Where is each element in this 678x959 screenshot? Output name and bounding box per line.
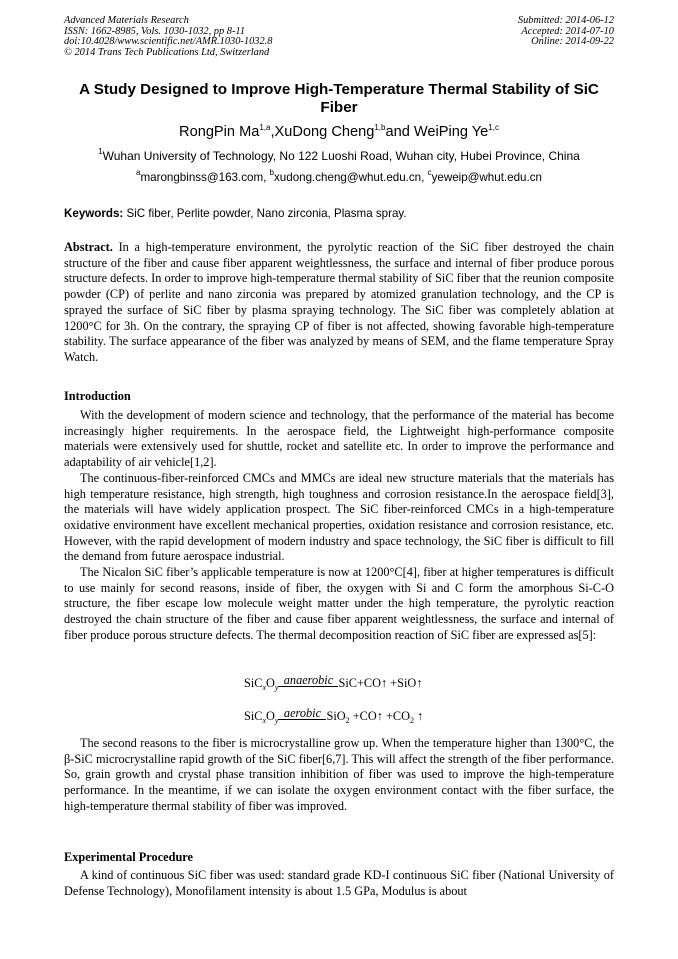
author-sup: 1,c (488, 123, 499, 132)
eq-sub: x (262, 683, 267, 692)
experimental-body (64, 868, 614, 899)
abstract-label: Abstract. (64, 240, 113, 254)
author-name: ,XuDong Cheng (270, 124, 375, 140)
intro-paragraph: The second reasons to the fiber is microcrystalline grow up. When the temperature higher than 1300°C, the β-SiC microcrystalline rapid growth of the SiC fiber[6,7]. This will affect the strength of the fiber performance. So, grain growth and crystal phase transition inhibition of fiber was used to improve the high-temperature performance. In the meantime, if we can isolate the oxygen environment contact with the fiber surface, the high-temperature thermal stability of fiber was improved. (64, 736, 614, 813)
experimental-heading: Experimental Procedure (64, 850, 193, 864)
online-date: Online: 2014-09-22 (531, 36, 614, 48)
email-sup: a (136, 168, 141, 177)
email-list (64, 170, 614, 185)
eq-rhs: SiO (326, 709, 346, 723)
affiliation (64, 149, 614, 164)
eq-sub: x (262, 716, 267, 725)
journal-name: Advanced Materials Research (64, 15, 189, 26)
accepted-date: Accepted: 2014-07-10 (521, 25, 614, 37)
equation-anaerobic (244, 673, 423, 692)
keywords-label: Keywords: (64, 207, 124, 220)
dates-header (518, 16, 614, 48)
eq-sub: y (274, 683, 279, 692)
eq-sub: y (274, 716, 279, 725)
email-sup: b (269, 168, 274, 177)
abstract (64, 240, 614, 366)
eq-oxygen: O (266, 709, 275, 723)
introduction-body (64, 408, 614, 644)
eq-sub: 2 (345, 716, 350, 725)
eq-rhs: SiC+CO↑ +SiO↑ (338, 676, 423, 690)
keywords-text: SiC fiber, Perlite powder, Nano zirconia, Plasma spray. (123, 207, 407, 220)
reaction-line (278, 686, 338, 687)
eq-sub: 2 (409, 716, 414, 725)
experimental-paragraph: A kind of continuous SiC fiber was used: standard grade KD-I continuous SiC fiber (National University of Defense Technology), Monofilament intensity is about 1.5 GPa, Modulus is about (64, 868, 614, 898)
affiliation-sup: 1 (98, 147, 103, 156)
journal-header (64, 16, 272, 58)
intro-paragraph: The Nicalon SiC fiber’s applicable temperature is now at 1200°C[4], fiber at higher temperatures is difficult to use mainly for second reasons, inside of fiber, the oxygen with Si and C form the amorphous Si-C-O structure, the fiber escape low molecule weight matter under the high temperature, the pyrolytic reaction destroyed the chain structure of the fiber and cause fiber apparent weightlessness, the surface and internal of fiber produce porous structure defects. The thermal decomposition reaction of SiC fiber are expressed as[5]: (64, 565, 614, 642)
intro-paragraph: With the development of modern science and technology, that the performance of the material has become increasingly higher requirements. In the aerospace field, the Lightweight high-performance composite materials were extensively used for shuttle, rocket and satellite etc. In order to improve the performance and adaptability of air vehicle[1,2]. (64, 408, 614, 470)
affiliation-text: Wuhan University of Technology, No 122 Luoshi Road, Wuhan city, Hubei Province, China (102, 149, 580, 163)
introduction-continued (64, 736, 614, 815)
paper-title: A Study Designed to Improve High-Temperature Thermal Stability of SiC Fiber (79, 81, 599, 116)
reaction-line (278, 719, 326, 720)
eq-lhs: SiC (244, 709, 263, 723)
author-sup: 1,a (259, 123, 271, 132)
author-sup: 1,b (374, 123, 386, 132)
email-address: xudong.cheng@whut.edu.cn, (274, 171, 428, 184)
abstract-text: In a high-temperature environment, the pyrolytic reaction of the SiC fiber destroyed the chain structure of the fiber and cause fiber apparent weightlessness, the surface and internal of fiber produce porous structure defects. In order to improve high-temperature thermal stability of SiC fiber that the reunion composite powder (CP) of perlite and nano zirconia was prepared by atomized granulation technology, and the CP is sprayed the surface of SiC fiber by plasma spraying technology. The SiC fiber was completely ablation at 1200°C for 3h. On the contrary, the spraying CP of fiber is not affected, showing favorable high-temperature stability. The surface appearance of the fiber was analyzed by means of SEM, and the flame temperature Spray Watch. (64, 240, 614, 364)
eq-lhs: SiC (244, 676, 263, 690)
equation-aerobic (244, 706, 424, 725)
email-address: yeweip@whut.edu.cn (431, 171, 542, 184)
eq-oxygen: O (266, 676, 275, 690)
introduction-heading: Introduction (64, 389, 131, 403)
author-name: RongPin Ma (179, 124, 260, 140)
submitted-date: Submitted: 2014-06-12 (517, 15, 614, 26)
keywords (64, 206, 614, 221)
reaction-condition: anaerobic (283, 673, 334, 687)
doi-line: doi:10.4028/www.scientific.net/AMR.1030-1032.8 (64, 36, 273, 48)
author-list (64, 123, 614, 141)
email-address: marongbinss@163.com, (140, 171, 270, 184)
eq-rhs: ↑ (413, 709, 424, 723)
email-sup: c (427, 168, 432, 177)
copyright-line: © 2014 Trans Tech Publications Ltd, Switzerland (64, 46, 270, 58)
reaction-condition: aerobic (283, 706, 322, 720)
author-name: and WeiPing Ye (385, 124, 489, 140)
intro-paragraph: The continuous-fiber-reinforced CMCs and MMCs are ideal new structure materials that the materials has high temperature resistance, high strength, high toughness and corrosion resistance.In the aerospace field[3], the materials will have widely application prospect. The SiC fiber-reinforced CMCs in a high-temperature oxidative environment have excellent mechanical properties, oxidation resistance and corrosion resistance, etc. However, with the rapid development of modern industry and space technology, the SiC fiber is difficult to fill the demand from future aerospace industrial. (64, 470, 614, 564)
issn-line: ISSN: 1662-8985, Vols. 1030-1032, pp 8-11 (64, 25, 246, 37)
eq-rhs: +CO↑ +CO (349, 709, 410, 723)
